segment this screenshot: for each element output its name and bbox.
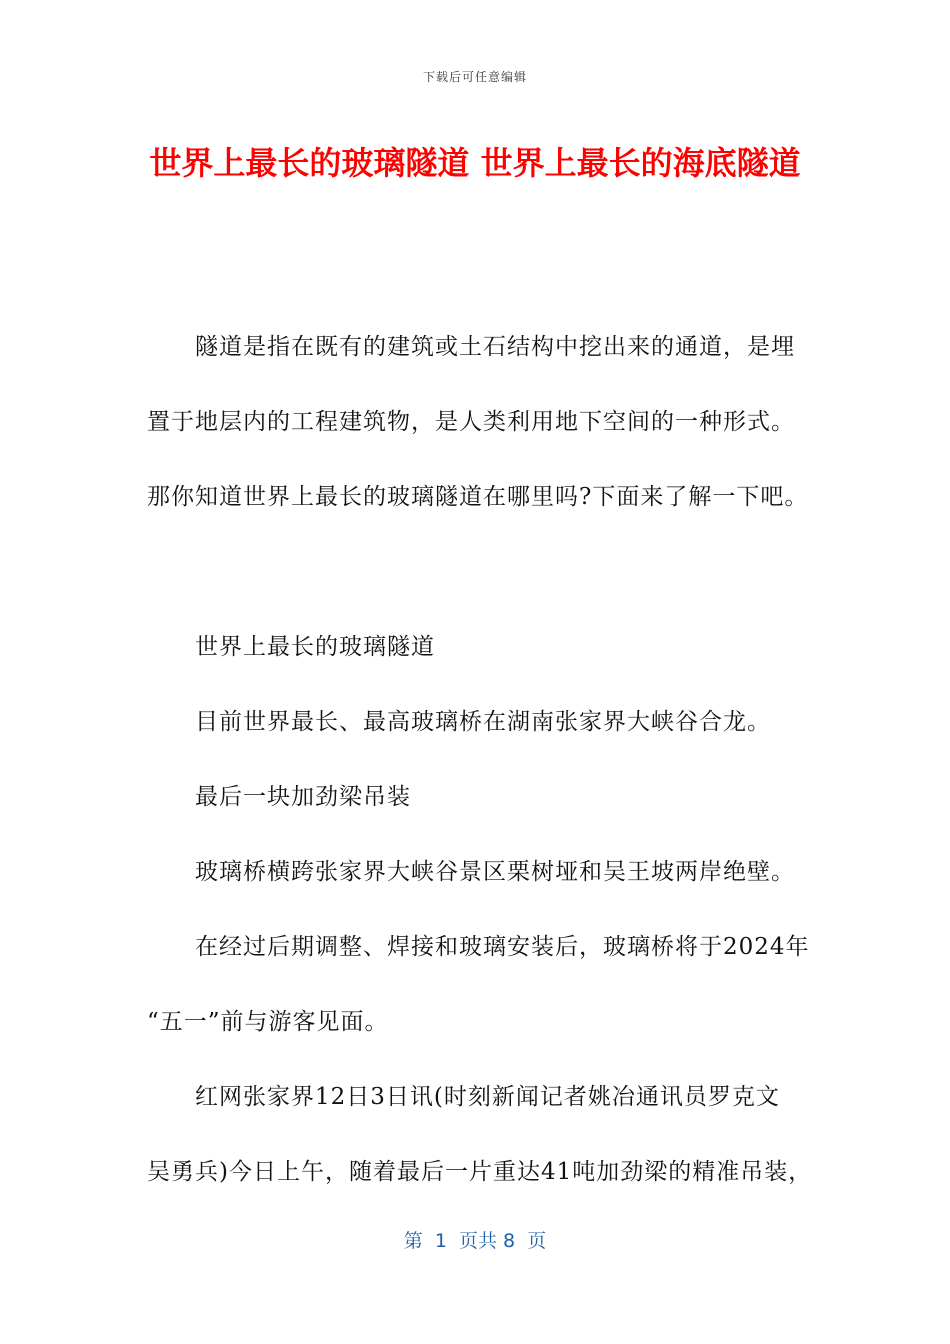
paragraph-line: 隧道是指在既有的建筑或土石结构中挖出来的通道，是埋 — [195, 334, 795, 360]
document-title: 世界上最长的玻璃隧道 世界上最长的海底隧道 — [149, 144, 801, 182]
page-footer: 第 1 页共 8 页 — [403, 1230, 547, 1252]
paragraph-line: 红网张家界12日3日讯(时刻新闻记者姚冶通讯员罗克文 — [195, 1084, 780, 1110]
paragraph-line: 吴勇兵)今日上午，随着最后一片重达41吨加劲梁的精准吊装， — [147, 1159, 813, 1185]
paragraph-line: 在经过后期调整、焊接和玻璃安装后，玻璃桥将于2024年 — [195, 934, 810, 960]
paragraph-line: 置于地层内的工程建筑物，是人类利用地下空间的一种形式。 — [147, 409, 795, 435]
paragraph-line: 目前世界最长、最高玻璃桥在湖南张家界大峡谷合龙。 — [195, 709, 771, 735]
paragraph-line: 那你知道世界上最长的玻璃隧道在哪里吗?下面来了解一下吧。 — [147, 484, 809, 510]
header-note: 下载后可任意编辑 — [422, 70, 527, 84]
paragraph-line: “五一”前与游客见面。 — [147, 1009, 389, 1035]
paragraph-line: 最后一块加劲梁吊装 — [195, 784, 411, 810]
section-heading: 世界上最长的玻璃隧道 — [195, 634, 435, 660]
paragraph-line: 玻璃桥横跨张家界大峡谷景区栗树垭和吴王坡两岸绝壁。 — [195, 859, 795, 885]
